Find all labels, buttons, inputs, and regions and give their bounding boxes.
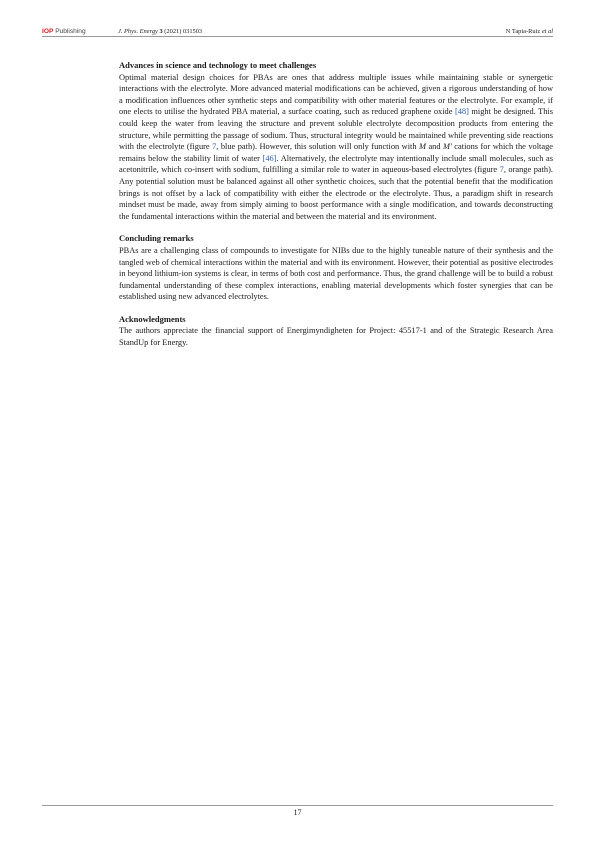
- section-advances: [119, 60, 553, 222]
- journal-name: J. Phys. Energy: [118, 28, 158, 35]
- reference-link[interactable]: [46]: [262, 153, 277, 163]
- section-acknowledgments: [119, 314, 553, 349]
- running-author: [506, 28, 553, 35]
- text-run: might be designed. This could keep the water from leaving the structure and prevent soluble electrolyte decomposition products from entering the structure, while permitting the passage of sodium. Thus, structural integrity would be maintained while preventing side reactions with the electrolyte (figure: [119, 107, 553, 152]
- figure-link[interactable]: 7: [212, 142, 217, 152]
- page-header: [42, 24, 553, 37]
- journal-year-article: (2021) 031503: [164, 28, 203, 35]
- author-name: N Tapia-Ruiz: [505, 28, 541, 35]
- section-heading: Concluding remarks: [119, 233, 194, 244]
- publisher-logo: [42, 28, 86, 35]
- logo-publishing: Publishing: [55, 28, 86, 35]
- article-body: [119, 60, 553, 360]
- footer-divider: [42, 805, 553, 806]
- symbol-m: M: [419, 142, 426, 152]
- journal-citation: [118, 28, 202, 35]
- logo-iop: IOP: [42, 28, 54, 35]
- section-concluding-remarks: [119, 233, 553, 303]
- text-run: and: [426, 142, 444, 152]
- journal-volume: 3: [159, 28, 163, 35]
- section-paragraph: PBAs are a challenging class of compounds to investigate for NIBs due to the highly tuneable nature of their synthesis and the tangled web of chemical interactions within the material and with its environment. However, their potential as positive electrodes in beyond lithium-ion systems is clear, in terms of both cost and performance. Thus, the grand challenge will be to build a robust fundamental understanding of these complex interactions, enabling material developments which foster synergies that can be established using new advanced electrolytes.: [119, 245, 553, 302]
- symbol-m-prime: M′: [443, 142, 452, 152]
- reference-link[interactable]: [48]: [454, 107, 469, 117]
- section-heading: Advances in science and technology to meet challenges: [119, 60, 317, 70]
- section-heading: Acknowledgments: [119, 313, 186, 324]
- text-run: cations for which the voltage remains below the stability limit of water: [119, 142, 554, 163]
- text-run: . Alternatively, the electrolyte may intentionally include small molecules, such as acetonitrile, which co-insert with sodium, fulfilling a similar role to water in aqueous-based electrolytes (figure: [119, 153, 553, 175]
- text-run: , blue path). However, this solution will only function with: [216, 142, 420, 152]
- section-paragraph: [119, 72, 553, 223]
- author-et-al: et al: [541, 28, 553, 35]
- page-number: 17: [293, 808, 302, 817]
- figure-link[interactable]: 7: [499, 165, 504, 175]
- text-run: Optimal material design choices for PBAs are ones that address multiple issues while maintaining stable or synergetic interactions with the electrolyte. More advanced material modifications can be achieved, given a rigorous understanding of how a modification influences other synthetic steps and compatibility with other material features or the electrolyte. For example, if one elects to utilise the hydrated PBA material, a surface coating, such as reduced graphene oxide: [119, 72, 553, 117]
- text-run: , orange path). Any potential solution must be balanced against all other synthetic choices, such that the potential benefit that the modification brings is not offset by a lack of compatibility with either the electrode or the electrolyte. Thus, a paradigm shift in research mindset must be made, away from simply aiming to boost performance with a single modification, and towards deconstructing the fundamental interactions within the material and between the material and its environment.: [119, 165, 553, 221]
- section-paragraph: The authors appreciate the financial support of Energimyndigheten for Project: 45517-1 and of the Strategic Research Area StandUp for Energy.: [119, 326, 553, 348]
